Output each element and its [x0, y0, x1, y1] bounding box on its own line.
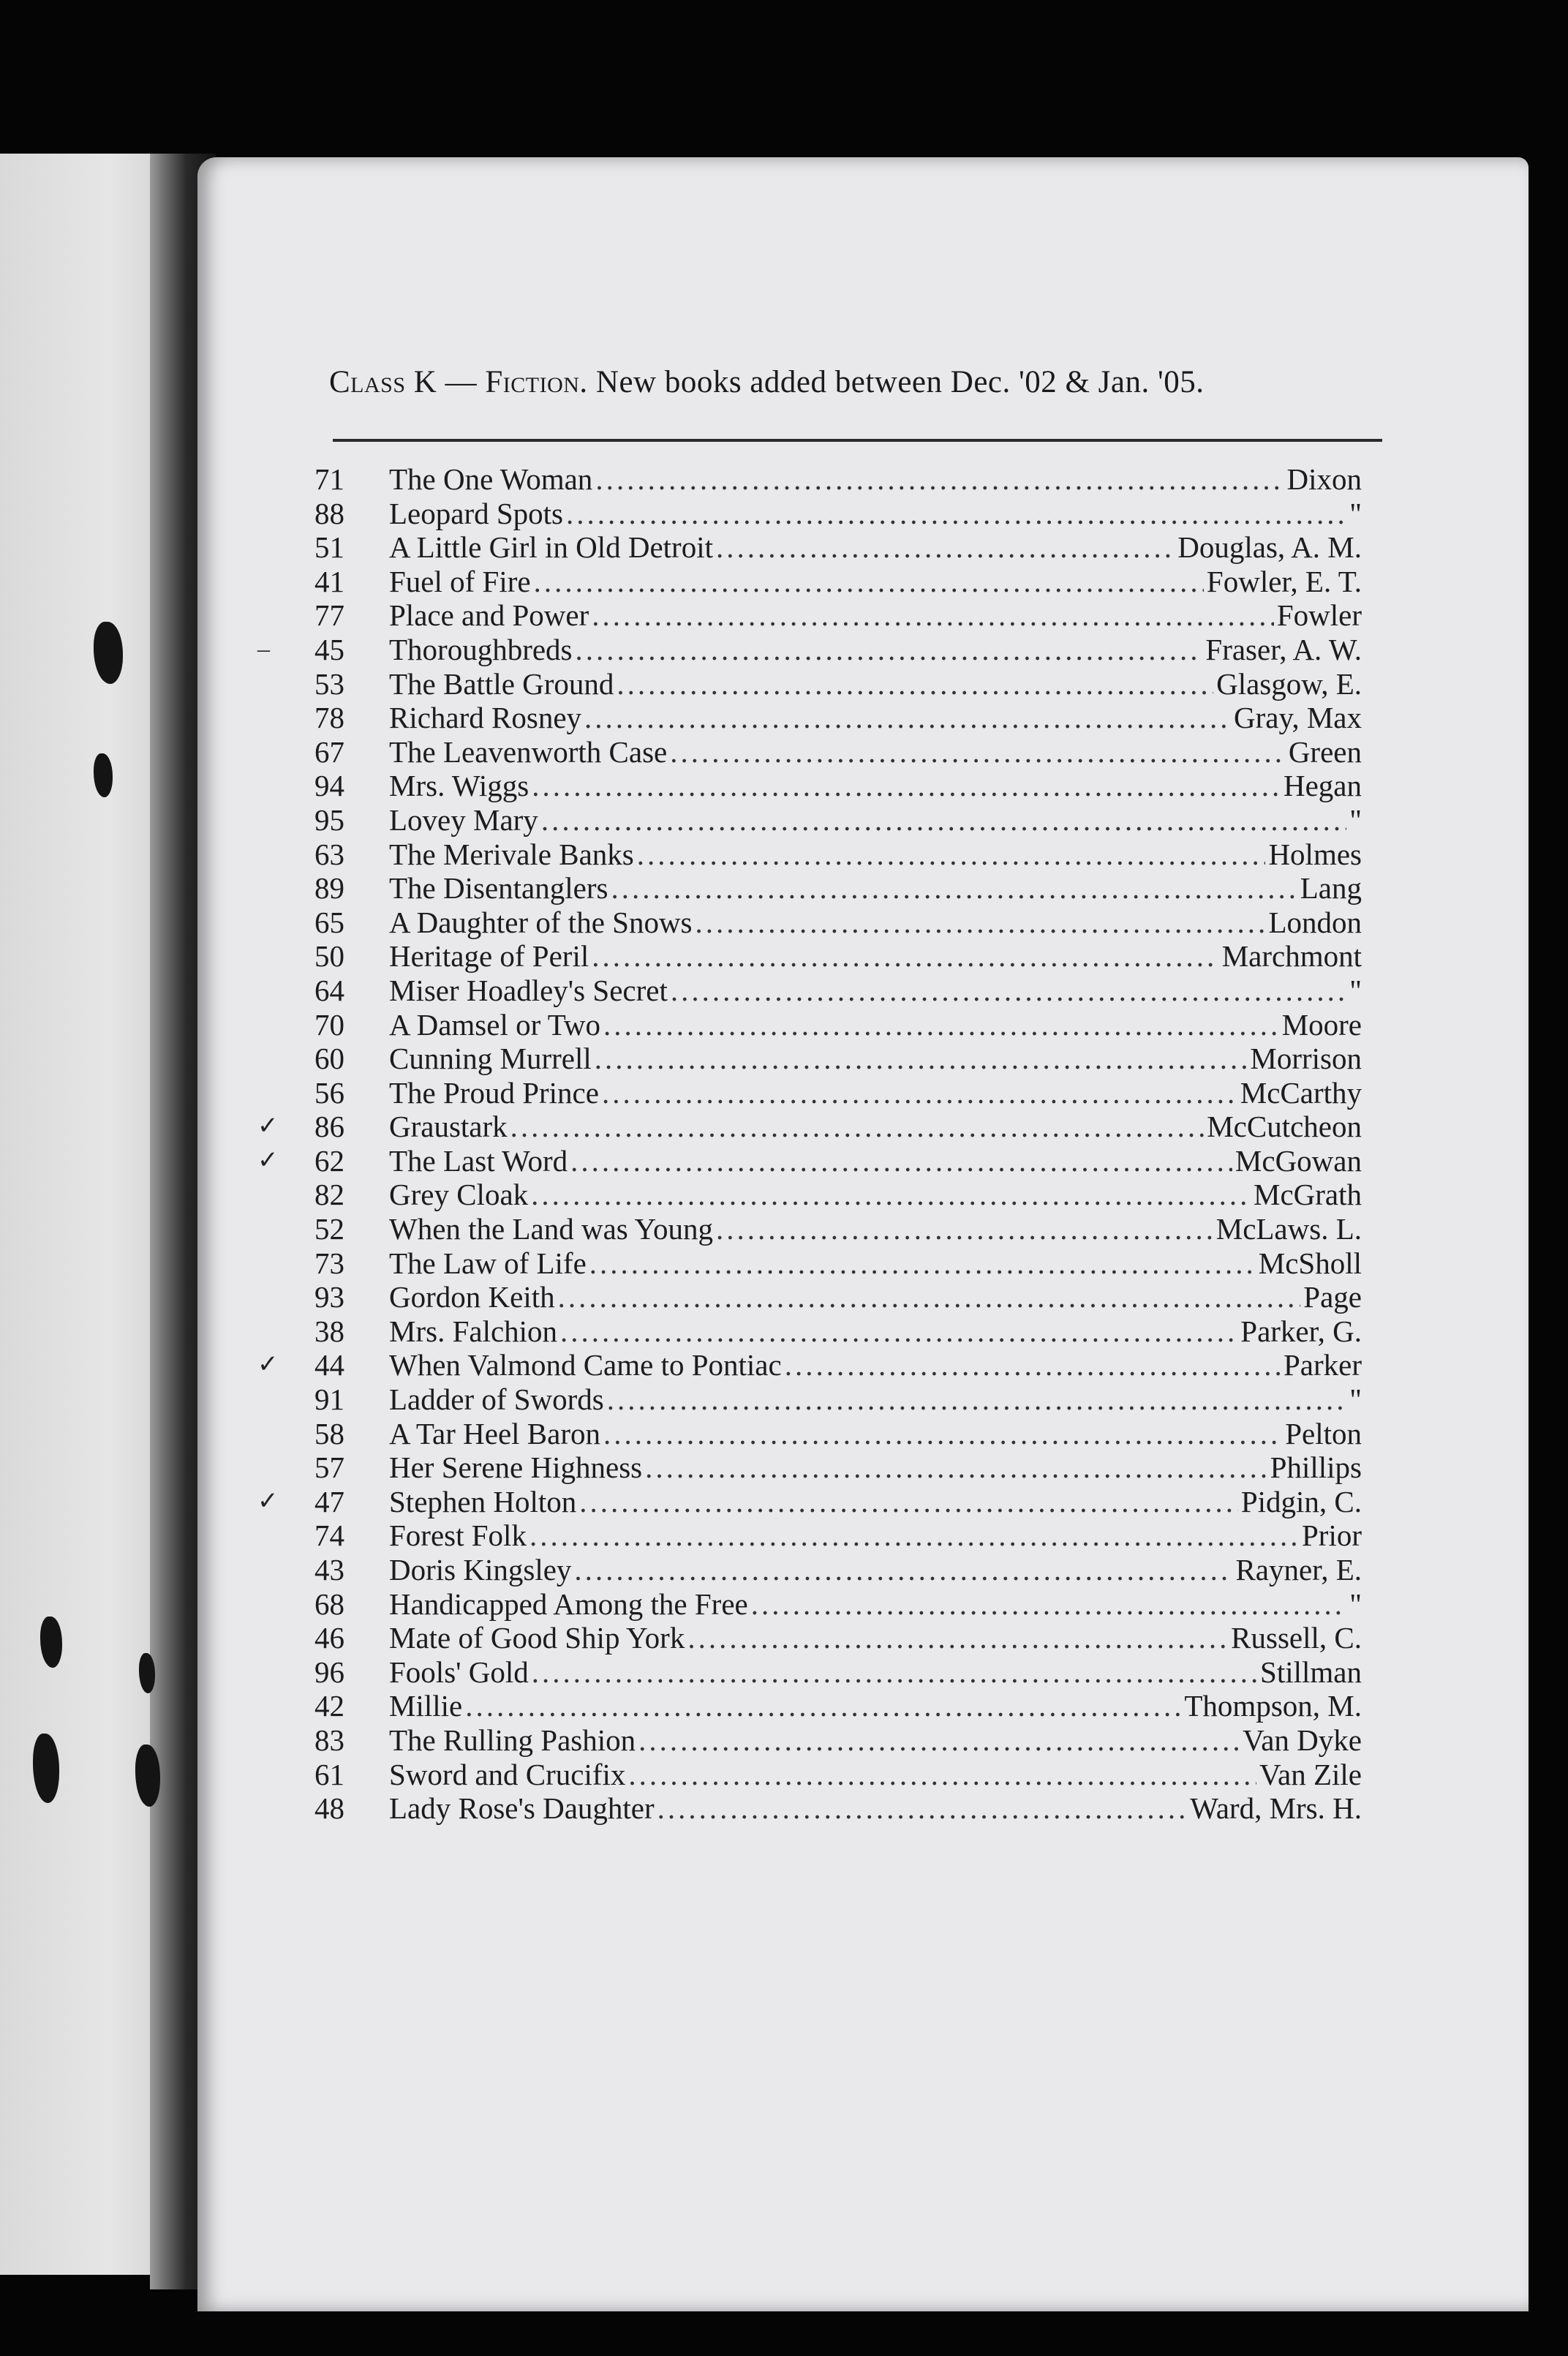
catalog-entry	[293, 1791, 1404, 1826]
catalog-entry	[293, 1655, 1404, 1690]
entry-line	[389, 1144, 1362, 1178]
book-author: Glasgow, E.	[1216, 666, 1362, 701]
book-author: "	[1349, 1382, 1362, 1417]
book-author: McCarthy	[1240, 1075, 1362, 1110]
catalog-entry	[257, 1484, 1404, 1519]
entry-number: 96	[314, 1655, 344, 1689]
dot-leader	[617, 667, 1213, 701]
dot-leader	[671, 974, 1346, 1008]
entry-line	[389, 1076, 1362, 1110]
dot-leader	[531, 1178, 1251, 1212]
entry-number: 91	[314, 1382, 344, 1417]
catalog-entry	[293, 1723, 1404, 1758]
book-title: Graustark	[389, 1110, 508, 1144]
dot-leader	[595, 1042, 1248, 1076]
book-author: Gray, Max	[1234, 701, 1362, 735]
book-title: Thoroughbreds	[389, 632, 573, 666]
entry-number: 73	[314, 1246, 344, 1280]
book-author: Stillman	[1260, 1655, 1362, 1689]
book-title: Forest Folk	[389, 1518, 527, 1553]
catalog-entry	[293, 1587, 1404, 1622]
dot-leader	[716, 1212, 1213, 1246]
book-title: The Battle Ground	[389, 666, 614, 701]
catalog-entry	[293, 598, 1404, 633]
dot-leader	[637, 838, 1266, 872]
dot-leader	[584, 701, 1231, 735]
book-author: Rayner, E.	[1235, 1553, 1362, 1587]
catalog-entry	[293, 1076, 1404, 1110]
entry-number: 89	[314, 871, 344, 906]
entry-line	[389, 565, 1362, 599]
book-title: Millie	[389, 1689, 463, 1723]
catalog-entry	[293, 462, 1404, 497]
catalog-entry	[293, 1382, 1404, 1417]
entry-line	[389, 667, 1362, 701]
book-author: Van Dyke	[1243, 1723, 1362, 1757]
entry-line	[389, 530, 1362, 565]
catalog-entry	[293, 667, 1404, 701]
catalog-entry	[293, 769, 1404, 803]
book-author: McGrath	[1253, 1178, 1362, 1212]
book-title: The Law of Life	[389, 1246, 587, 1280]
book-author: Hegan	[1283, 769, 1362, 803]
book-title: The Last Word	[389, 1143, 568, 1178]
entry-number: 38	[314, 1314, 344, 1348]
dot-leader	[560, 1314, 1237, 1349]
catalog-entry	[257, 1143, 1404, 1178]
book-title: The Proud Prince	[389, 1075, 599, 1110]
entry-number: 58	[314, 1416, 344, 1450]
entry-line	[389, 769, 1362, 803]
entry-line	[389, 1008, 1362, 1042]
catalog-entry	[293, 939, 1404, 974]
pencil-mark: ✓	[257, 1146, 279, 1174]
dot-leader	[785, 1348, 1281, 1382]
entry-number: 86	[314, 1110, 344, 1144]
book-author: London	[1268, 905, 1362, 939]
dot-leader	[532, 769, 1281, 803]
catalog-entry	[293, 1689, 1404, 1723]
dot-leader	[570, 1144, 1232, 1178]
pencil-mark: –	[257, 635, 270, 663]
entry-number: 42	[314, 1689, 344, 1723]
entry-line	[389, 1042, 1362, 1076]
book-title: The Leavenworth Case	[389, 734, 668, 769]
entry-number: 41	[314, 564, 344, 598]
catalog-entry	[293, 1042, 1404, 1076]
entry-line	[389, 1791, 1362, 1826]
dot-leader	[696, 906, 1266, 940]
dot-leader	[510, 1110, 1205, 1144]
entry-number: 78	[314, 701, 344, 735]
book-title: Cunning Murrell	[389, 1042, 592, 1076]
entry-line	[389, 838, 1362, 872]
entry-line	[389, 1518, 1362, 1553]
entry-line	[389, 939, 1362, 974]
catalog-entry	[293, 1008, 1404, 1042]
catalog-entry	[293, 1280, 1404, 1314]
catalog-entry	[293, 906, 1404, 940]
dot-leader	[751, 1587, 1347, 1622]
dot-leader	[595, 462, 1284, 497]
dot-leader	[716, 530, 1175, 565]
entry-number: 94	[314, 769, 344, 803]
dot-leader	[534, 565, 1204, 599]
dot-leader	[576, 633, 1203, 667]
catalog-entry	[293, 735, 1404, 769]
entry-number: 70	[314, 1007, 344, 1042]
book-author: Page	[1303, 1280, 1362, 1314]
book-title: Richard Rosney	[389, 701, 582, 735]
dot-leader	[574, 1553, 1232, 1587]
book-title: The Rulling Pashion	[389, 1723, 636, 1757]
entry-line	[389, 1178, 1362, 1212]
catalog-entry	[293, 974, 1404, 1008]
pencil-mark: ✓	[257, 1351, 279, 1379]
entry-line	[389, 598, 1362, 633]
dot-leader	[589, 1246, 1256, 1281]
pencil-mark: ✓	[257, 1487, 279, 1515]
catalog-entry	[293, 530, 1404, 565]
dot-leader	[611, 871, 1297, 906]
class-label: Class K	[329, 365, 437, 399]
entry-line	[389, 701, 1362, 735]
book-title: The Disentanglers	[389, 871, 608, 906]
entry-number: 88	[314, 496, 344, 530]
entry-line	[389, 1246, 1362, 1281]
catalog-entry	[293, 1621, 1404, 1655]
dot-leader	[541, 803, 1346, 838]
book-author: Parker, G.	[1240, 1314, 1362, 1348]
book-title: Ladder of Swords	[389, 1382, 604, 1417]
catalog-entry	[293, 565, 1404, 599]
entry-line	[389, 871, 1362, 906]
book-author: McCutcheon	[1207, 1110, 1362, 1144]
book-title: Lady Rose's Daughter	[389, 1791, 655, 1826]
fiction-catalog-list	[257, 462, 1404, 1826]
catalog-entry	[257, 632, 1404, 667]
entry-line	[389, 1348, 1362, 1382]
catalog-entry	[293, 1518, 1404, 1553]
entry-number: 45	[314, 632, 344, 666]
book-title: Grey Cloak	[389, 1178, 529, 1212]
book-title: Fuel of Fire	[389, 564, 531, 598]
entry-number: 60	[314, 1042, 344, 1076]
entry-number: 67	[314, 734, 344, 769]
entry-number: 68	[314, 1587, 344, 1621]
book-title: A Tar Heel Baron	[389, 1416, 600, 1450]
book-author: Fowler, E. T.	[1206, 564, 1362, 598]
book-title: Stephen Holton	[389, 1484, 577, 1518]
book-author: Parker	[1283, 1348, 1362, 1382]
book-title: Her Serene Highness	[389, 1450, 643, 1485]
entry-line	[389, 462, 1362, 497]
dot-leader	[602, 1076, 1237, 1110]
entry-line	[389, 974, 1362, 1008]
dot-leader	[628, 1758, 1256, 1792]
catalog-entry	[293, 1553, 1404, 1587]
catalog-entry	[293, 701, 1404, 735]
book-author: "	[1349, 1587, 1362, 1621]
book-author: Fraser, A. W.	[1205, 632, 1362, 666]
book-author: Holmes	[1268, 837, 1362, 871]
catalog-entry	[293, 1314, 1404, 1349]
book-author: Fowler	[1276, 598, 1362, 633]
entry-number: 47	[314, 1484, 344, 1518]
entry-number: 51	[314, 530, 344, 565]
dot-leader	[592, 598, 1274, 633]
book-title: A Daughter of the Snows	[389, 905, 693, 939]
book-author: "	[1349, 973, 1362, 1007]
book-author: Ward, Mrs. H.	[1190, 1791, 1362, 1826]
entry-number: 93	[314, 1280, 344, 1314]
dot-leader	[529, 1518, 1299, 1553]
catalog-entry	[293, 1178, 1404, 1212]
book-author: Dixon	[1286, 462, 1362, 496]
book-author: McLaws. L.	[1215, 1212, 1362, 1246]
book-title: A Damsel or Two	[389, 1007, 601, 1042]
book-title: The Merivale Banks	[389, 837, 634, 871]
entry-line	[389, 1723, 1362, 1758]
entry-line	[389, 1758, 1362, 1792]
entry-number: 63	[314, 837, 344, 871]
catalog-entry	[293, 1758, 1404, 1792]
dot-leader	[603, 1417, 1282, 1451]
book-title: The One Woman	[389, 462, 593, 496]
catalog-entry	[257, 1348, 1404, 1382]
entry-number: 61	[314, 1757, 344, 1791]
category-label: Fiction.	[485, 365, 588, 399]
entry-line	[389, 1212, 1362, 1246]
book-title: Sword and Crucifix	[389, 1757, 626, 1791]
catalog-entry	[293, 803, 1404, 838]
book-title: Doris Kingsley	[389, 1553, 572, 1587]
catalog-entry	[293, 1450, 1404, 1485]
dot-leader	[558, 1280, 1301, 1314]
book-title: Lovey Mary	[389, 802, 538, 837]
dot-leader	[687, 1621, 1228, 1655]
entry-line	[389, 633, 1362, 667]
dot-leader	[603, 1008, 1279, 1042]
ink-blot	[139, 1653, 155, 1693]
entry-line	[389, 1655, 1362, 1690]
dot-leader	[532, 1655, 1257, 1690]
book-title: Gordon Keith	[389, 1280, 555, 1314]
book-title: A Little Girl in Old Detroit	[389, 530, 713, 565]
entry-number: 83	[314, 1723, 344, 1757]
book-title: When the Land was Young	[389, 1212, 713, 1246]
entry-number: 53	[314, 666, 344, 701]
dot-leader	[638, 1723, 1240, 1758]
header-rule	[333, 439, 1382, 442]
catalog-entry	[257, 1110, 1404, 1144]
catalog-entry	[293, 838, 1404, 872]
entry-line	[389, 1417, 1362, 1451]
catalog-entry	[293, 497, 1404, 531]
entry-number: 44	[314, 1348, 344, 1382]
header-separator: —	[445, 365, 478, 399]
book-author: Phillips	[1270, 1450, 1362, 1485]
dot-leader	[657, 1791, 1188, 1826]
entry-line	[389, 1689, 1362, 1723]
entry-number: 50	[314, 939, 344, 974]
dot-leader	[465, 1689, 1181, 1723]
book-title: Handicapped Among the Free	[389, 1587, 748, 1621]
book-title: Fools' Gold	[389, 1655, 529, 1689]
book-author: Moore	[1281, 1007, 1362, 1042]
book-author: "	[1349, 802, 1362, 837]
entry-line	[389, 1587, 1362, 1622]
header-description: New books added between Dec. '02 & Jan. '05.	[595, 365, 1205, 399]
book-author: Russell, C.	[1231, 1621, 1362, 1655]
book-title: Heritage of Peril	[389, 939, 589, 974]
dot-leader	[579, 1485, 1238, 1519]
entry-number: 71	[314, 462, 344, 496]
entry-line	[389, 1553, 1362, 1587]
book-author: Green	[1288, 734, 1362, 769]
book-title: Mrs. Falchion	[389, 1314, 558, 1348]
entry-line	[389, 1485, 1362, 1519]
book-title: Leopard Spots	[389, 496, 563, 530]
ink-blot	[94, 753, 113, 797]
book-author: Morrison	[1250, 1042, 1362, 1076]
entry-line	[389, 1382, 1362, 1417]
catalog-entry	[293, 871, 1404, 906]
page-header	[329, 364, 1382, 400]
book-author: Marchmont	[1221, 939, 1362, 974]
book-author: Pelton	[1285, 1416, 1362, 1450]
entry-line	[389, 803, 1362, 838]
book-title: Mate of Good Ship York	[389, 1621, 685, 1655]
entry-line	[389, 1621, 1362, 1655]
entry-line	[389, 1280, 1362, 1314]
dot-leader	[645, 1450, 1267, 1485]
catalog-entry	[293, 1212, 1404, 1246]
entry-line	[389, 1450, 1362, 1485]
entry-number: 48	[314, 1791, 344, 1826]
book-author: "	[1349, 496, 1362, 530]
book-author: Van Zile	[1259, 1757, 1362, 1791]
entry-line	[389, 1314, 1362, 1349]
entry-number: 56	[314, 1075, 344, 1110]
entry-number: 74	[314, 1518, 344, 1553]
entry-line	[389, 735, 1362, 769]
book-author: Pidgin, C.	[1240, 1484, 1362, 1518]
entry-number: 82	[314, 1178, 344, 1212]
pencil-mark: ✓	[257, 1113, 279, 1140]
dot-leader	[566, 497, 1346, 531]
entry-number: 57	[314, 1450, 344, 1485]
entry-line	[389, 1110, 1362, 1144]
dot-leader	[670, 735, 1286, 769]
entry-number: 62	[314, 1143, 344, 1178]
catalog-entry	[293, 1417, 1404, 1451]
entry-line	[389, 497, 1362, 531]
book-title: Miser Hoadley's Secret	[389, 973, 668, 1007]
catalog-entry	[293, 1246, 1404, 1281]
book-title: When Valmond Came to Pontiac	[389, 1348, 782, 1382]
book-author: Douglas, A. M.	[1177, 530, 1362, 565]
entry-number: 95	[314, 802, 344, 837]
book-title: Mrs. Wiggs	[389, 769, 529, 803]
entry-number: 64	[314, 973, 344, 1007]
entry-number: 46	[314, 1621, 344, 1655]
entry-number: 77	[314, 598, 344, 633]
book-author: McGowan	[1235, 1143, 1362, 1178]
entry-number: 43	[314, 1553, 344, 1587]
book-author: McSholl	[1258, 1246, 1362, 1280]
book-author: Prior	[1302, 1518, 1362, 1553]
dot-leader	[592, 939, 1218, 974]
entry-number: 65	[314, 905, 344, 939]
book-author: Thompson, M.	[1184, 1689, 1362, 1723]
entry-line	[389, 906, 1362, 940]
entry-number: 52	[314, 1212, 344, 1246]
dot-leader	[607, 1382, 1346, 1417]
book-title: Place and Power	[389, 598, 589, 633]
book-author: Lang	[1300, 871, 1362, 906]
